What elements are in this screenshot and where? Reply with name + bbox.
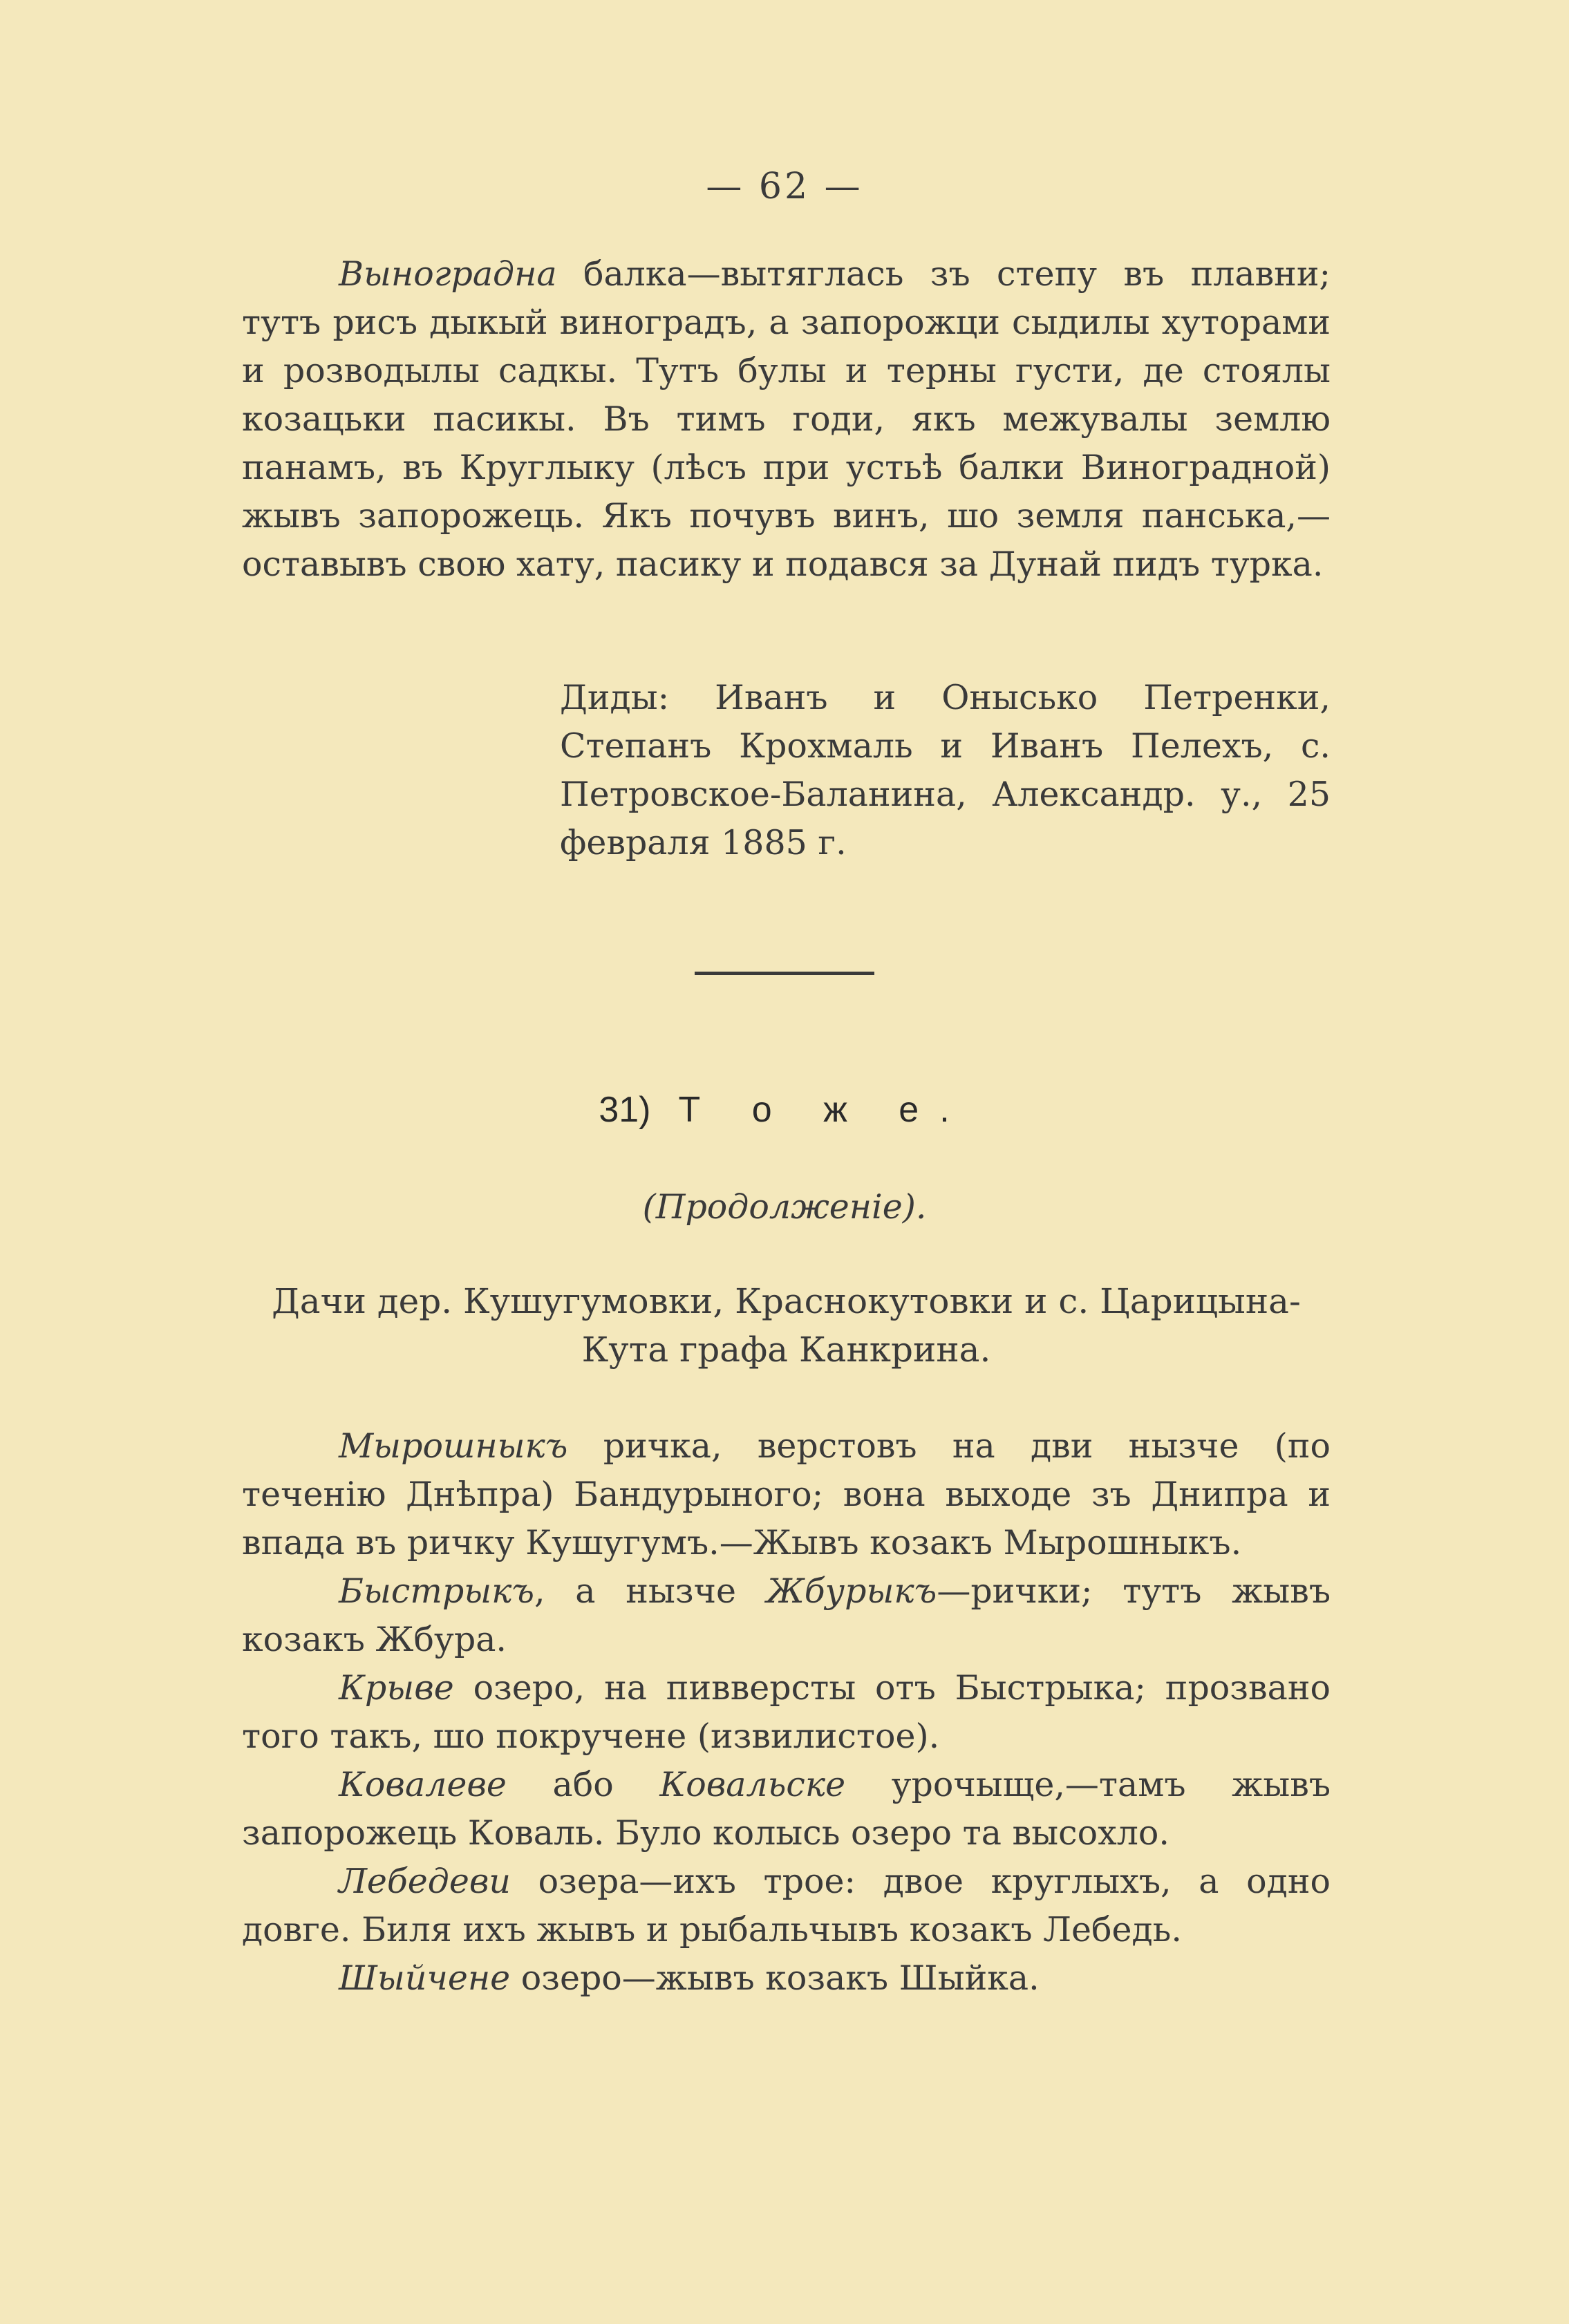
page-number: — 62 — bbox=[706, 166, 863, 207]
entry-text: , а нызче bbox=[534, 1571, 767, 1611]
entry-paragraph bbox=[242, 1664, 1331, 1761]
section-subtitle: (Продолженіе). bbox=[642, 1187, 927, 1227]
entry-text: урочыще,—тамъ жывъ запорожець Коваль. Було колысь озеро та высохло. bbox=[242, 1765, 1331, 1853]
entry-term: Быстрыкъ bbox=[339, 1571, 535, 1611]
top-paragraph-lead: Выноградна bbox=[339, 254, 557, 294]
entry-term: Шыйчене bbox=[339, 1958, 511, 1998]
entry-paragraph bbox=[242, 1954, 1331, 2003]
entry-text: озера—ихъ трое: двое круглыхъ, а одно довге. Биля ихъ жывъ и рыбальчывъ козакъ Лебедь. bbox=[242, 1862, 1331, 1949]
entries-block bbox=[242, 1422, 1331, 2003]
top-paragraph-text: балка—вытяглась зъ степу въ плавни; тутъ рисъ дыкый виноградъ, а запорожци сыдилы хуторами и розводылы садкы. Тутъ булы и терны густи, де стоялы козацьки пасикы. Въ тимъ годи, якъ межувалы землю панамъ, въ Круглыку (лѣсъ при устьѣ балки Виноградной) жывъ запорожець. Якъ почувъ винъ, шо земля панська,—оставывъ свою хату, пасику и подався за Дунай пидъ турка. bbox=[242, 254, 1331, 584]
entry-term: Ковалеве bbox=[339, 1765, 507, 1804]
entry-text: або bbox=[506, 1765, 660, 1804]
entry-paragraph bbox=[242, 1761, 1331, 1858]
entry-text: озеро—жывъ козакъ Шыйка. bbox=[510, 1958, 1040, 1998]
section-divider bbox=[695, 972, 874, 975]
attribution: Диды: Иванъ и Онысько Петренки, Степанъ Крохмаль и Иванъ Пелехъ, с. Петровское-Баланина, Александр. у., 25 февраля 1885 г. bbox=[560, 678, 1331, 862]
entry-term: Ковальске bbox=[659, 1765, 846, 1804]
entry-paragraph bbox=[242, 1567, 1331, 1664]
top-paragraph-block bbox=[242, 250, 1331, 589]
section-title: Т о ж е. bbox=[678, 1090, 970, 1130]
entry-text: озеро, на пивверсты отъ Быстрыка; прозвано того такъ, шо покручене (извилистое). bbox=[242, 1668, 1331, 1756]
entry-term: Лебедеви bbox=[339, 1862, 511, 1901]
entry-term: Крыве bbox=[339, 1668, 454, 1708]
section-dachi: Дачи дер. Кушугумовки, Краснокутовки и с. Царицына-Кута графа Канкрина. bbox=[272, 1281, 1301, 1370]
section-number: 31) bbox=[599, 1090, 651, 1130]
entry-term: Мырошныкъ bbox=[339, 1426, 568, 1466]
entry-text: —рички; тутъ жывъ козакъ Жбура. bbox=[242, 1571, 1331, 1659]
entry-term: Жбурыкъ bbox=[766, 1571, 937, 1611]
section-heading bbox=[0, 1089, 1569, 1131]
entry-paragraph bbox=[242, 1422, 1331, 1567]
entry-paragraph bbox=[242, 1858, 1331, 1954]
top-paragraph bbox=[242, 250, 1331, 589]
entry-text: ричка, верстовъ на дви нызче (по теченію Днѣпра) Бандурыного; вона выходе зъ Днипра и впада въ ричку Кушугумъ.—Жывъ козакъ Мырошныкъ. bbox=[242, 1426, 1331, 1562]
